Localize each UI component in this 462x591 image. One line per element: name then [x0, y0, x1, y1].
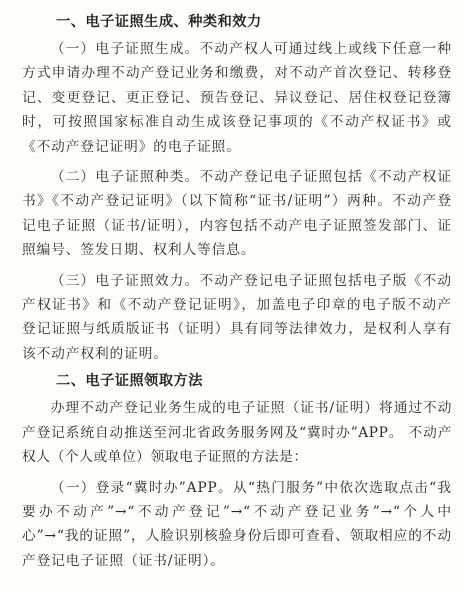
paragraph-validity: （三）电子证照效力。不动产登记电子证照包括电子版《不动产权证书》和《不动产登记证明》，加盖电子印章的电子版不动产登记证照与纸质版证书（证明）具有同等法律效力，是权利人享有该不动产权利的证明。 [22, 272, 452, 362]
paragraph-types: （二）电子证照种类。不动产登记电子证照包括《不动产权证书》《不动产登记证明》（以下简称“证书/证明”）两种。不动产登记电子证照（证书/证明），内容包括不动产电子证照签发部门、证照编号、签发日期、权利人等信息。 [22, 169, 452, 259]
paragraph-collection-app-steps: （一）登录“冀时办”APP。从“热门服务”中依次选取点击“我要办不动产”→“不动产登记”→“不动产登记业务”→“个人中心”→“我的证照”，人脸识别核验身份后即可查看、领取相应的不动产登记电子证照（证书/证明）。 [22, 479, 452, 569]
paragraph-collection-intro: 办理不动产登记业务生成的电子证照（证书/证明）将通过不动产登记系统自动推送至河北省政务服务网及“冀时办”APP。 不动产权人（个人或单位）领取电子证照的方法是： [22, 400, 452, 466]
section-heading-collection-method: 二、电子证照领取方法 [56, 373, 203, 390]
section-heading-generation-types-validity: 一、电子证照生成、种类和效力 [56, 14, 262, 30]
paragraph-generation: （一）电子证照生成。不动产权人可通过线上或线下任意一种方式申请办理不动产登记业务和缴费，对不动产首次登记、转移登记、变更登记、更正登记、预告登记、异议登记、居住权登记登簿时，可按照国家标准自动生成该登记事项的《不动产权证书》或《不动产登记证明》的电子证照。 [22, 41, 452, 155]
